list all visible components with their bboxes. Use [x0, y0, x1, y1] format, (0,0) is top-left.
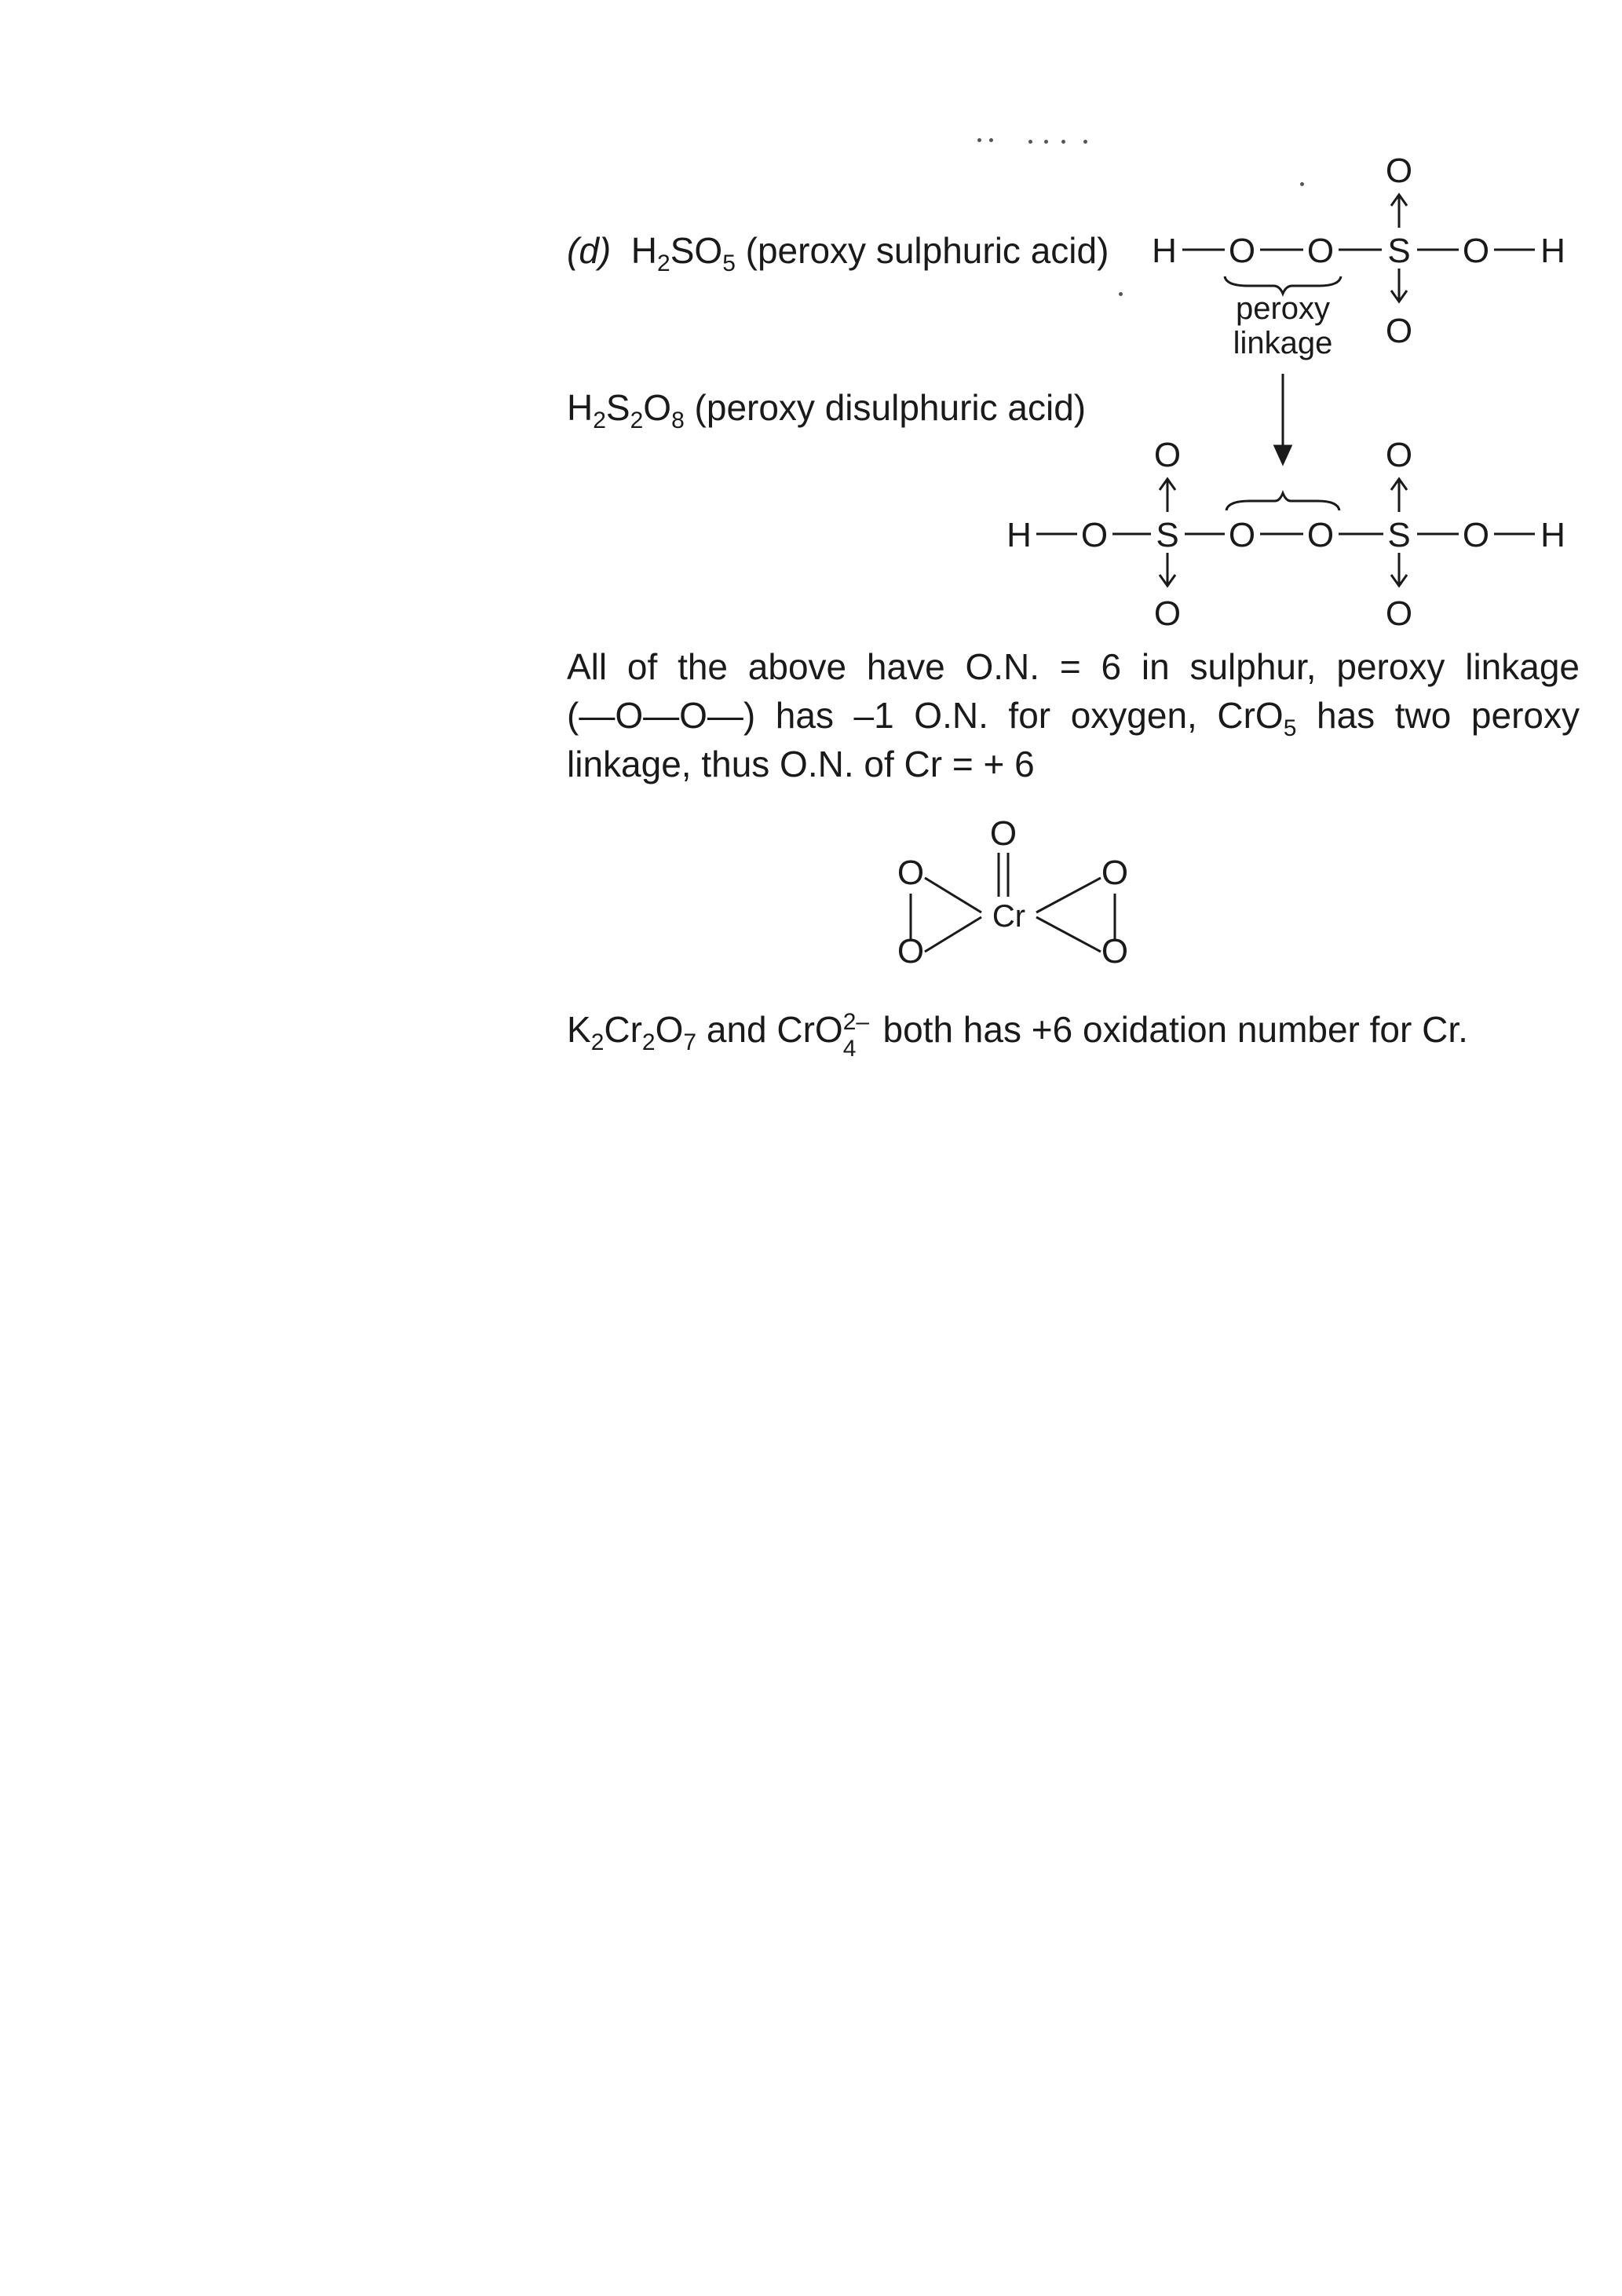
atom-o: O	[1101, 932, 1129, 971]
atom-o: O	[1306, 516, 1335, 554]
atom-o: O	[1385, 152, 1413, 190]
atom-s: S	[1387, 232, 1411, 270]
h2so5-name: (peroxy sulphuric acid)	[735, 230, 1109, 271]
atom-o: O	[897, 854, 925, 892]
paragraph-line: (—O—O—) has –1 O.N. for oxygen, CrO$_5$ has two peroxy	[567, 695, 1580, 742]
item-label: (d)	[567, 230, 612, 271]
bond	[1036, 917, 1101, 952]
cro5-structure	[897, 814, 1128, 971]
bond	[1036, 878, 1101, 912]
pointer-arrowhead	[1275, 446, 1291, 463]
atom-s: S	[1387, 516, 1411, 554]
h2s2o8-name: (peroxy disulphuric acid)	[684, 387, 1087, 428]
h2s2o8-formula: $H_2S_2O_8$	[567, 387, 685, 434]
atom-h: H	[1006, 516, 1032, 554]
atom-o: O	[897, 932, 925, 971]
h2so5-structure	[1152, 152, 1565, 463]
atom-s: S	[1156, 516, 1179, 554]
peroxy-label: peroxy	[1235, 291, 1331, 326]
h2so5-formula: $H_2SO_5$	[630, 230, 736, 277]
atom-o: O	[1385, 436, 1413, 474]
atom-o: O	[989, 814, 1017, 853]
paragraph-line: linkage, thus O.N. of Cr = + 6	[567, 744, 1035, 784]
atom-cr: Cr	[992, 899, 1026, 934]
atom-h: H	[1152, 232, 1177, 270]
bond	[925, 878, 981, 912]
atom-o: O	[1462, 232, 1490, 270]
atom-o: O	[1101, 854, 1129, 892]
atom-o: O	[1228, 232, 1256, 270]
atom-o: O	[1306, 232, 1335, 270]
atom-h: H	[1540, 232, 1565, 270]
linkage-label: linkage	[1233, 326, 1333, 360]
paragraph-line: All of the above have O.N. = 6 in sulphur, peroxy linkage	[567, 646, 1580, 687]
explanation-paragraph	[567, 642, 1580, 788]
atom-o: O	[1153, 594, 1182, 633]
atom-o: O	[1385, 594, 1413, 633]
atom-o: O	[1153, 436, 1182, 474]
atom-o: O	[1228, 516, 1256, 554]
atom-o: O	[1080, 516, 1109, 554]
atom-o: O	[1462, 516, 1490, 554]
final-statement: $K_2Cr_2O_7$ and CrO 2– 4 both has +6 oxidation number for Cr.	[567, 1009, 1468, 1062]
atom-o: O	[1385, 312, 1413, 350]
peroxy-brace	[1226, 493, 1339, 510]
h2s2o8-structure	[1006, 436, 1565, 633]
atom-h: H	[1540, 516, 1565, 554]
bond	[925, 917, 981, 952]
